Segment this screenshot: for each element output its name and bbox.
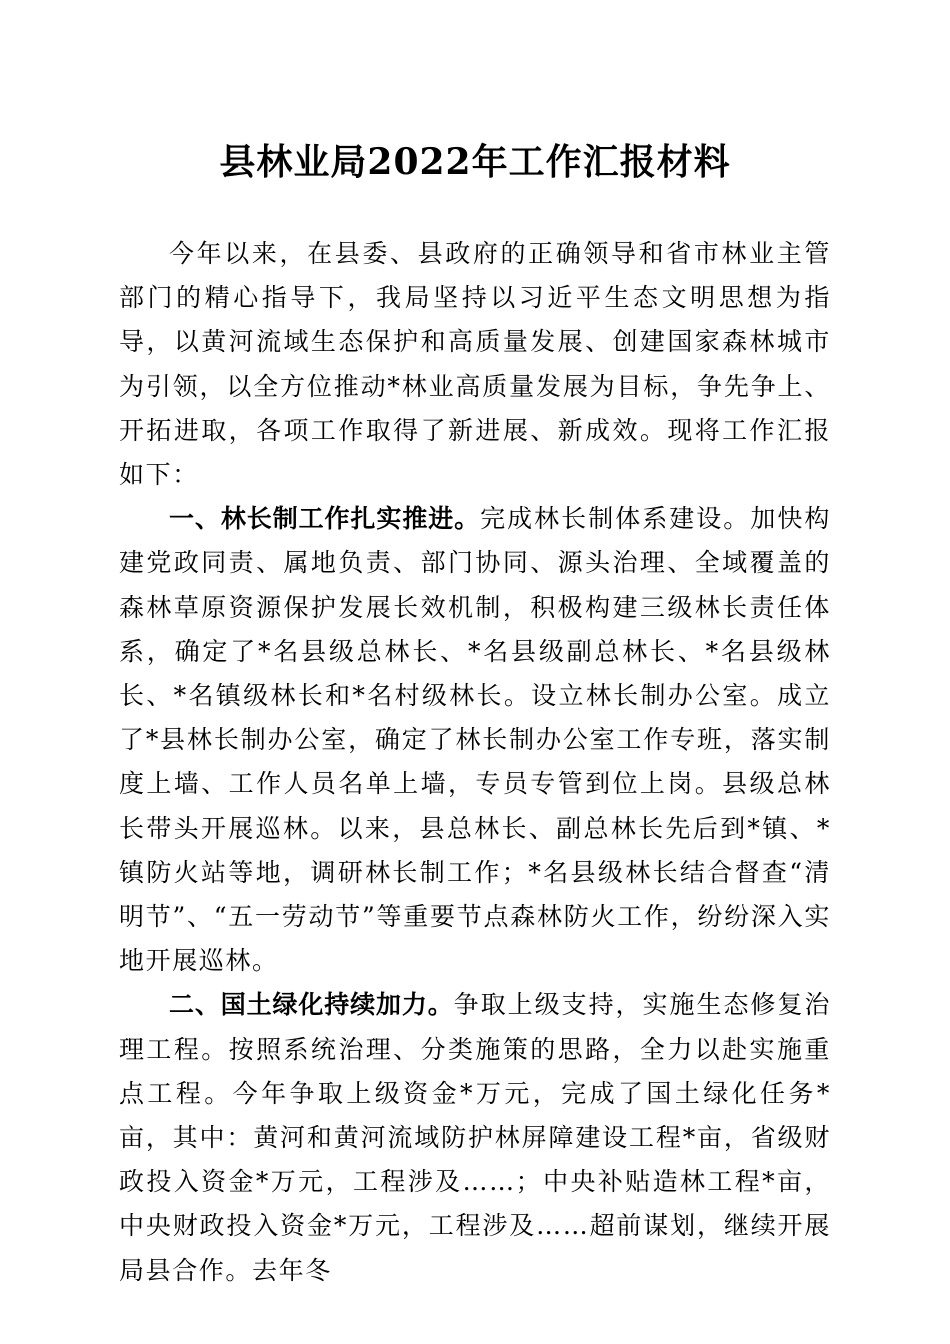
document-body	[119, 232, 831, 1293]
document-title: 县林业局2022年工作汇报材料	[219, 141, 731, 183]
intro-paragraph-text: 今年以来，在县委、县政府的正确领导和省市林业主管部门的精心指导下，我局坚持以习近平生态文明思想为指导，以黄河流域生态保护和高质量发展、创建国家森林城市为引领，以全方位推动*林业高质量发展为目标，争先争上、开拓进取，各项工作取得了新进展、新成效。现将工作汇报如下：	[119, 239, 831, 490]
section-paragraph-forest-chief	[119, 497, 831, 983]
section-heading-greening: 二、国土绿化持续加力。	[169, 990, 454, 1020]
section-text-forest-chief: 完成林长制体系建设。加快构建党政同责、属地负责、部门协同、源头治理、全域覆盖的森林草原资源保护发展长效机制，积极构建三级林长责任体系，确定了*名县级总林长、*名县级副总林长、*名县级林长、*名镇级林长和*名村级林长。设立林长制办公室。成立了*县林长制办公室，确定了林长制办公室工作专班，落实制度上墙、工作人员名单上墙，专员专管到位上岗。县级总林长带头开展巡林。以来，县总林长、副总林长先后到*镇、*镇防火站等地，调研林长制工作；*名县级林长结合督查“清明节”、“五一劳动节”等重要节点森林防火工作，纷纷深入实地开展巡林。	[119, 504, 831, 976]
section-heading-forest-chief: 一、林长制工作扎实推进。	[169, 504, 481, 534]
section-paragraph-greening	[119, 983, 831, 1292]
section-text-greening: 争取上级支持，实施生态修复治理工程。按照系统治理、分类施策的思路，全力以赴实施重点工程。今年争取上级资金*万元，完成了国土绿化任务*亩，其中：黄河和黄河流域防护林屏障建设工程*亩，省级财政投入资金*万元，工程涉及……；中央补贴造林工程*亩，中央财政投入资金*万元，工程涉及……超前谋划，继续开展局县合作。去年冬	[119, 990, 831, 1285]
intro-paragraph	[119, 232, 831, 497]
